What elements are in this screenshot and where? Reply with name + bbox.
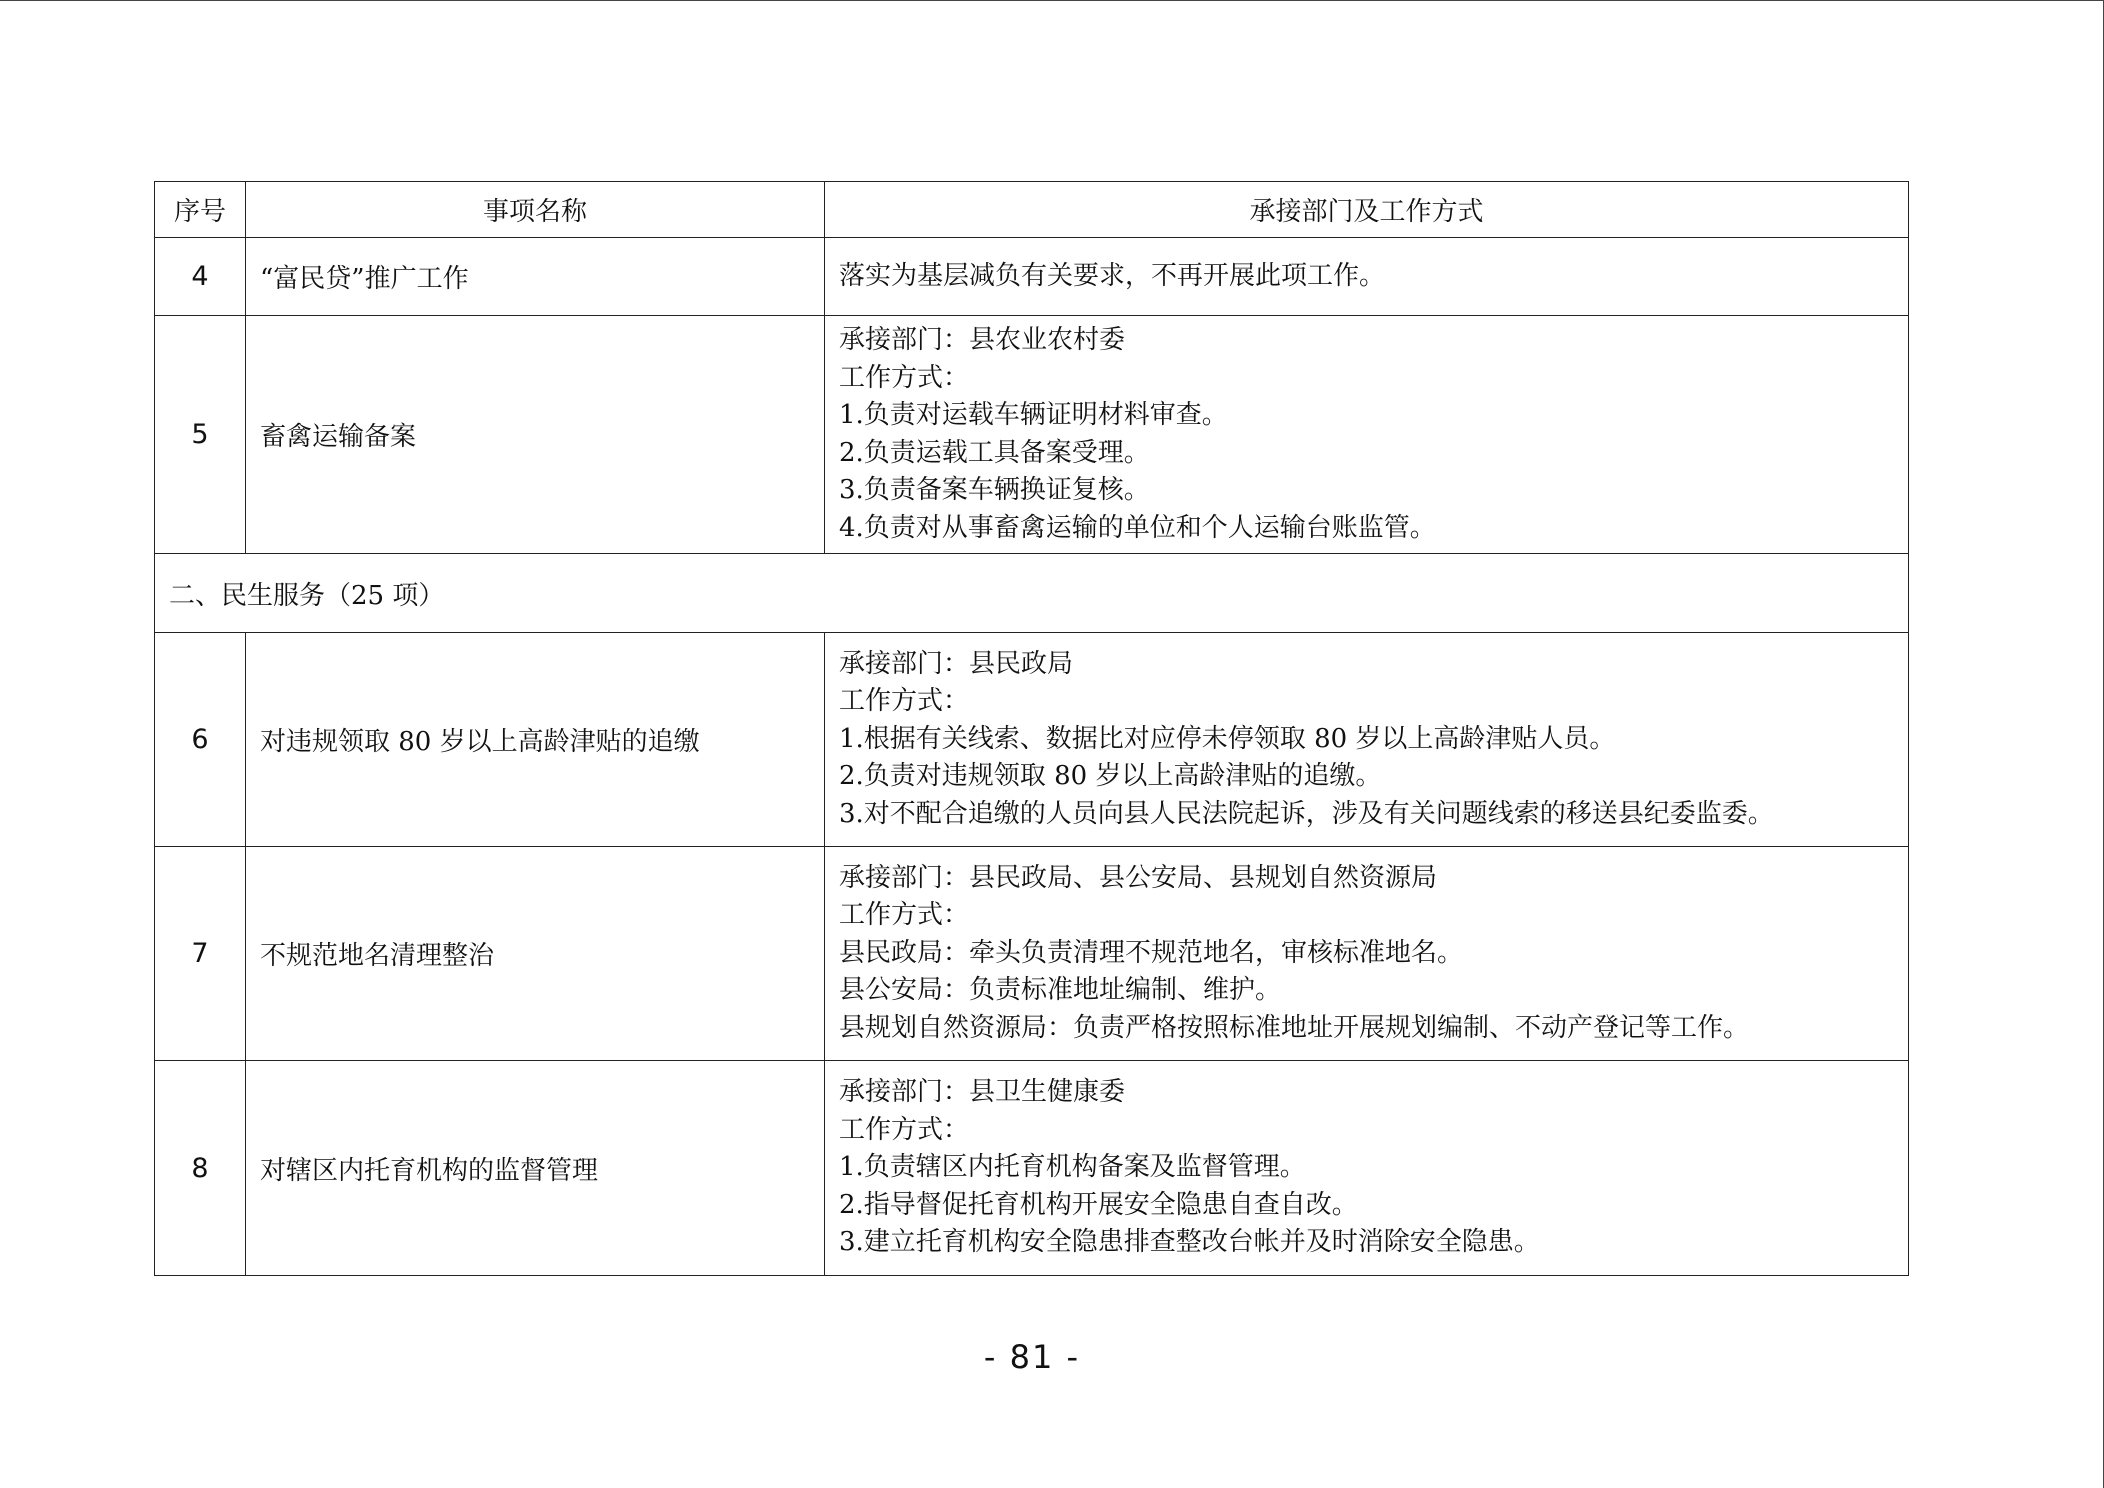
- row-number: 8: [155, 1061, 246, 1276]
- dept-line: 工作方式：: [839, 686, 970, 717]
- header-name: 事项名称: [246, 182, 825, 238]
- responsibility-table: [154, 181, 1909, 1276]
- item-name: 对辖区内托育机构的监督管理: [246, 1061, 825, 1276]
- section-row: [155, 554, 1909, 633]
- row-number: 7: [155, 847, 246, 1061]
- dept-line: 3.建立托育机构安全隐患排查整改台帐并及时消除安全隐患。: [839, 1227, 1540, 1258]
- table-row: [155, 316, 1909, 554]
- dept-cell: [825, 238, 1909, 316]
- item-name: 不规范地名清理整治: [246, 847, 825, 1061]
- dept-line: 承接部门：县农业农村委: [839, 325, 1126, 355]
- dept-line: 承接部门：县卫生健康委: [839, 1077, 1126, 1108]
- dept-line: 承接部门：县民政局、县公安局、县规划自然资源局: [839, 862, 1438, 893]
- dept-line: 县公安局：负责标准地址编制、维护。: [839, 975, 1282, 1006]
- section-heading: 二、民生服务（25 项）: [155, 554, 1909, 633]
- dept-cell: [825, 847, 1909, 1061]
- item-name: 对违规领取 80 岁以上高龄津贴的追缴: [246, 633, 825, 847]
- dept-line: 工作方式：: [839, 362, 970, 393]
- table-header-row: [155, 182, 1909, 238]
- page-number: - 81 -: [983, 1338, 1081, 1376]
- dept-cell: [825, 1061, 1909, 1276]
- dept-line: 承接部门：县民政局: [839, 648, 1074, 679]
- dept-line: 2.负责对违规领取 80 岁以上高龄津贴的追缴。: [839, 761, 1382, 792]
- row-number: 5: [155, 316, 246, 554]
- table-row: [155, 238, 1909, 316]
- dept-cell: [825, 633, 1909, 847]
- dept-line: 1.负责辖区内托育机构备案及监督管理。: [839, 1152, 1306, 1183]
- item-name: 畜禽运输备案: [246, 316, 825, 554]
- dept-line: 3.对不配合追缴的人员向县人民法院起诉，涉及有关问题线索的移送县纪委监委。: [839, 798, 1774, 829]
- table-row: [155, 633, 1909, 847]
- dept-line: 工作方式：: [839, 900, 970, 931]
- table-row: [155, 1061, 1909, 1276]
- dept-line: 工作方式：: [839, 1114, 970, 1145]
- dept-line: 2.指导督促托育机构开展安全隐患自查自改。: [839, 1189, 1358, 1220]
- dept-line: 3.负责备案车辆换证复核。: [839, 475, 1150, 505]
- dept-line: 4.负责对从事畜禽运输的单位和个人运输台账监管。: [839, 512, 1436, 543]
- table-row: [155, 847, 1909, 1061]
- dept-line: 2.负责运载工具备案受理。: [839, 437, 1150, 468]
- header-num: 序号: [155, 182, 246, 238]
- page-top-border: [0, 0, 2104, 1]
- dept-line: 1.负责对运载车辆证明材料审查。: [839, 400, 1228, 430]
- header-dept: 承接部门及工作方式: [825, 182, 1909, 238]
- dept-line: 落实为基层减负有关要求，不再开展此项工作。: [839, 260, 1386, 291]
- dept-line: 县民政局：牵头负责清理不规范地名，审核标准地名。: [839, 937, 1464, 968]
- dept-line: 县规划自然资源局：负责严格按照标准地址开展规划编制、不动产登记等工作。: [839, 1012, 1750, 1043]
- dept-line: 1.根据有关线索、数据比对应停未停领取 80 岁以上高龄津贴人员。: [839, 723, 1616, 754]
- row-number: 4: [155, 238, 246, 316]
- row-number: 6: [155, 633, 246, 847]
- dept-cell: [825, 316, 1909, 554]
- item-name: “富民贷”推广工作: [246, 238, 825, 316]
